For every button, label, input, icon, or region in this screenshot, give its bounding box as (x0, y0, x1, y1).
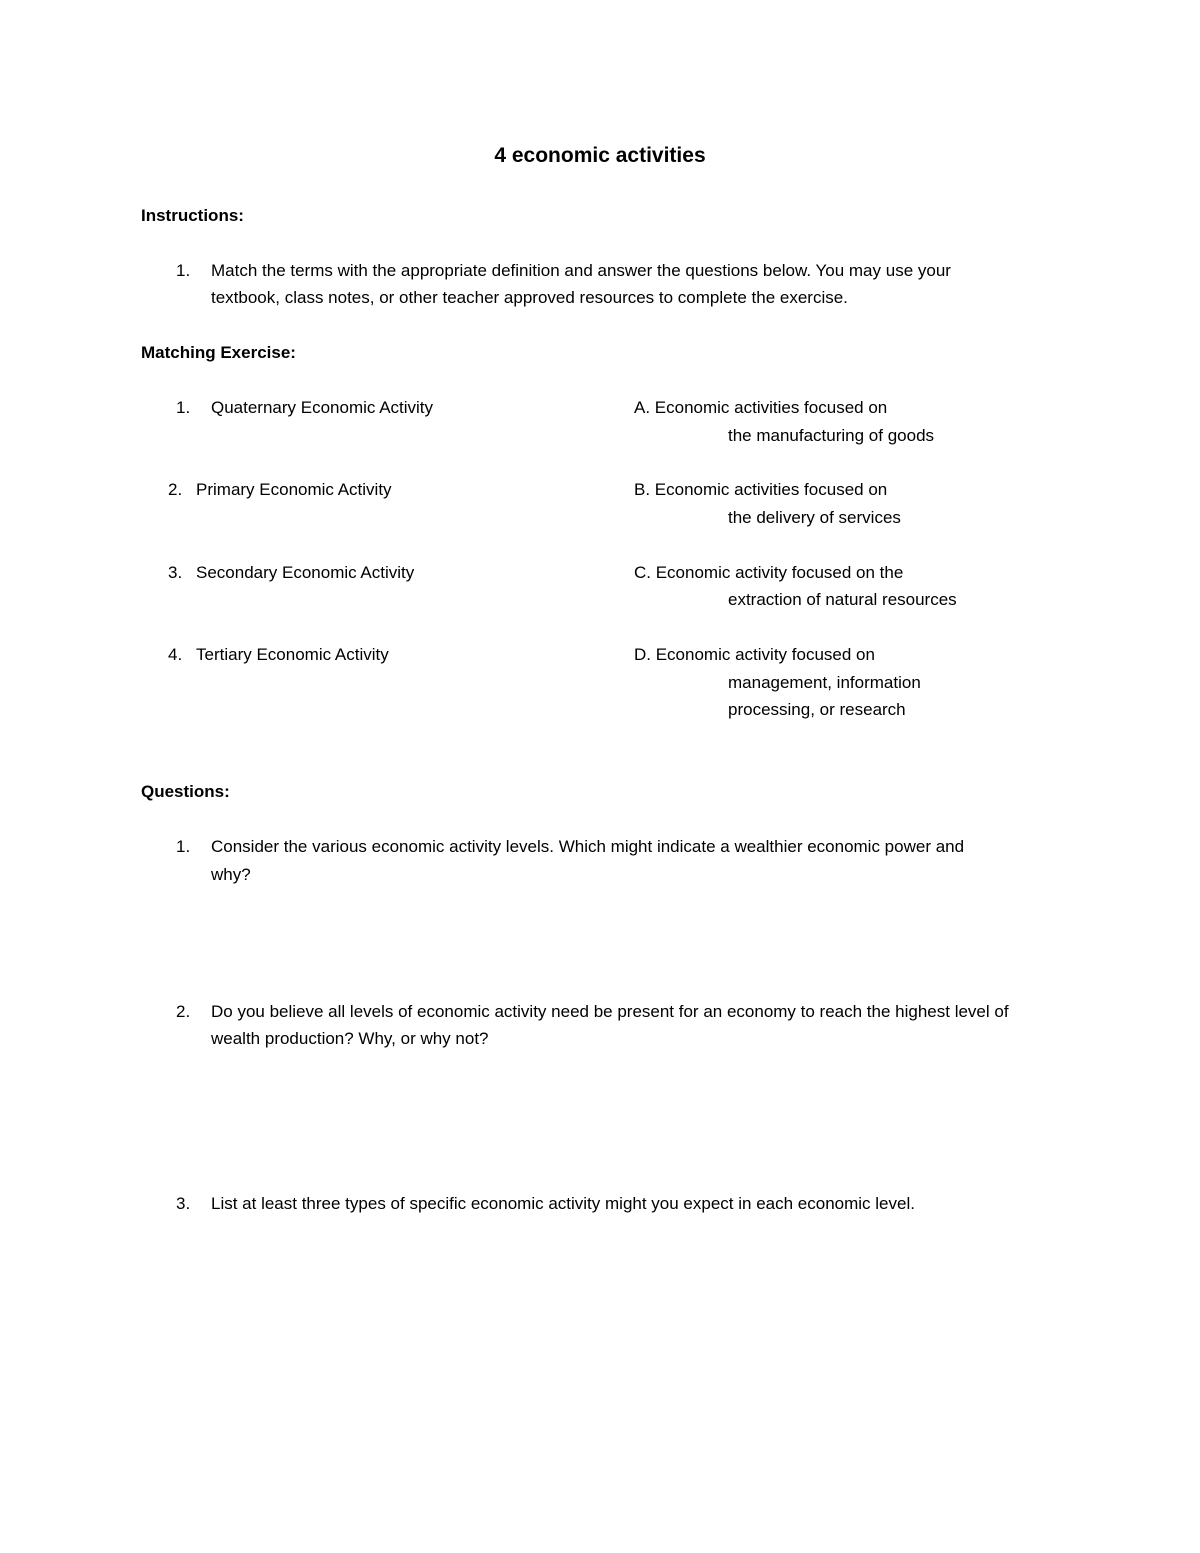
question-number: 1. (176, 837, 191, 856)
definition-line: D. Economic activity focused on (634, 645, 875, 664)
definition-line: the manufacturing of goods (728, 426, 935, 445)
definition-line: extraction of natural resources (728, 590, 957, 609)
definition-line: C. Economic activity focused on the (634, 563, 904, 582)
question-line: Do you believe all levels of economic activity need be present for an economy to reach the highest level of (211, 1002, 1009, 1021)
definition-line: management, information (728, 673, 921, 692)
instruction-number: 1. (176, 261, 191, 280)
question-line: Consider the various economic activity levels. Which might indicate a wealthier economic power and (211, 837, 965, 856)
definition-line: B. Economic activities focused on (634, 480, 888, 499)
term-label: Primary Economic Activity (196, 480, 392, 499)
question-line: wealth production? Why, or why not? (211, 1029, 489, 1048)
definition-line: the delivery of services (728, 508, 901, 527)
term-label: Tertiary Economic Activity (196, 645, 389, 664)
question-number: 2. (176, 1002, 191, 1021)
question-number: 3. (176, 1194, 191, 1213)
definition-line: A. Economic activities focused on (634, 398, 888, 417)
instruction-line: Match the terms with the appropriate definition and answer the questions below. You may use your (211, 261, 951, 280)
term-label: Secondary Economic Activity (196, 563, 415, 582)
matching-heading: Matching Exercise: (141, 343, 296, 362)
question-line: why? (211, 865, 251, 884)
term-number: 2. (168, 480, 183, 499)
term-label: Quaternary Economic Activity (211, 398, 434, 417)
document-title: 4 economic activities (494, 144, 706, 167)
term-number: 1. (176, 398, 191, 417)
question-line: List at least three types of specific economic activity might you expect in each economic level. (211, 1194, 915, 1213)
instruction-line: textbook, class notes, or other teacher approved resources to complete the exercise. (211, 288, 848, 307)
term-number: 4. (168, 645, 183, 664)
definition-line: processing, or research (728, 700, 906, 719)
instructions-heading: Instructions: (141, 206, 244, 225)
questions-heading: Questions: (141, 782, 230, 801)
term-number: 3. (168, 563, 183, 582)
